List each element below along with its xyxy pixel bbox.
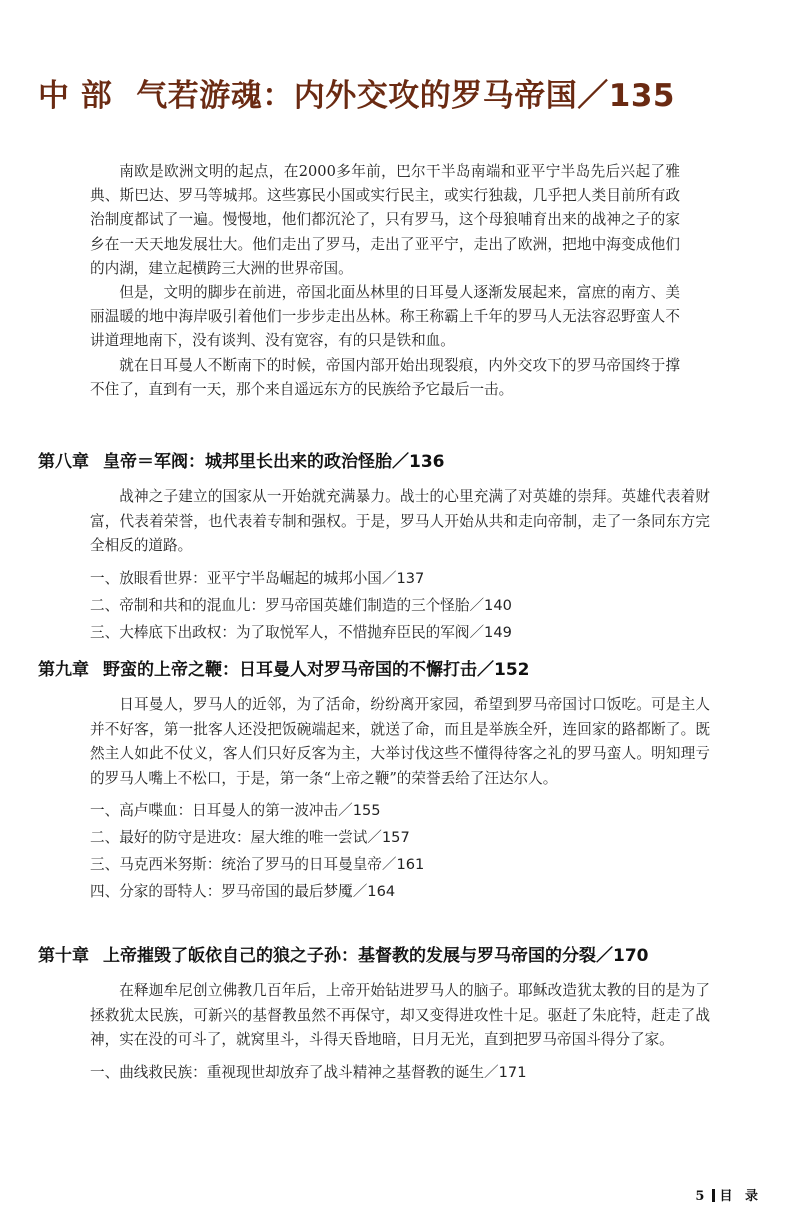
chapter-page: ／136 xyxy=(392,452,445,472)
page-number: 5 xyxy=(695,1189,705,1204)
chapter-heading[interactable] xyxy=(38,941,768,971)
section-item[interactable]: 二、帝制和共和的混血儿：罗马帝国英雄们制造的三个怪胎／140 xyxy=(90,596,512,614)
part-page: ／135 xyxy=(577,78,676,114)
chapter-description: 日耳曼人，罗马人的近邻，为了活命，纷纷离开家园，希望到罗马帝国讨口饭吃。可是主人并不好客，第一批客人还没把饭碗端起来，就送了命，而且是举族全歼，连回家的路都断了。既然主人如此不仗义，客人们只好反客为主，大举讨伐这些不懂得待客之礼的罗马蛮人。明知理亏的罗马人嘴上不松口，于是，第一条“上帝之鞭”的荣誉丢给了汪达尔人。 xyxy=(90,696,710,787)
chapter-heading[interactable] xyxy=(38,655,768,685)
part-title-text: 气若游魂：内外交攻的罗马帝国 xyxy=(136,78,578,114)
chapter-title: 上帝摧毁了皈依自己的狼之子孙：基督教的发展与罗马帝国的分裂 xyxy=(103,946,596,966)
intro-paragraph: 南欧是欧洲文明的起点，在2000多年前，巴尔干半岛南端和亚平宁半岛先后兴起了雅典、斯巴达、罗马等城邦。这些寡民小国或实行民主，或实行独裁，几乎把人类目前所有政治制度都试了一遍。慢慢地，他们都沉沦了，只有罗马，这个母狼哺育出来的战神之子的家乡在一天天地发展壮大。他们走出了罗马，走出了亚平宁，走出了欧洲，把地中海变成他们的内湖，建立起横跨三大洲的世界帝国。 xyxy=(90,163,680,277)
section-item[interactable]: 二、最好的防守是进攻：屋大维的唯一尝试／157 xyxy=(90,829,410,846)
section-item[interactable]: 一、曲线救民族：重视现世却放弃了战斗精神之基督教的诞生／171 xyxy=(90,1063,527,1081)
part-title xyxy=(38,70,778,115)
section-item[interactable]: 一、高卢喋血：日耳曼人的第一波冲击／155 xyxy=(90,802,381,819)
chapter-10 xyxy=(38,941,768,1086)
part-intro xyxy=(90,160,680,402)
section-list xyxy=(90,1059,768,1086)
chapter-description: 在释迦牟尼创立佛教几百年后，上帝开始钻进罗马人的脑子。耶稣改造犹太教的目的是为了拯救犹太民族，可新兴的基督教虽然不再保守，却又变得进攻性十足。驱赶了朱庇特，赶走了战神，实在没的可斗了，就窝里斗，斗得天昏地暗，日月无光，直到把罗马帝国斗得分了家。 xyxy=(90,982,710,1048)
section-item[interactable]: 一、放眼看世界：亚平宁半岛崛起的城邦小国／137 xyxy=(90,569,425,587)
chapter-9 xyxy=(38,655,768,905)
chapter-8 xyxy=(38,447,768,646)
chapter-title: 皇帝＝军阀：城邦里长出来的政治怪胎 xyxy=(103,452,392,472)
chapter-number: 第十章 xyxy=(38,946,89,966)
part-label: 中 部 xyxy=(38,78,113,114)
section-item[interactable]: 四、分家的哥特人：罗马帝国的最后梦魇／164 xyxy=(90,883,396,900)
section-list xyxy=(90,565,768,646)
section-item[interactable]: 三、大棒底下出政权：为了取悦军人，不惜抛弃臣民的军阀／149 xyxy=(90,623,512,641)
footer-divider xyxy=(712,1189,715,1202)
page-footer xyxy=(695,1185,762,1204)
chapter-page: ／170 xyxy=(596,946,649,966)
chapter-heading[interactable] xyxy=(38,447,768,477)
footer-label: 目 录 xyxy=(719,1189,762,1204)
chapter-number: 第九章 xyxy=(38,660,89,680)
chapter-title: 野蛮的上帝之鞭：日耳曼人对罗马帝国的不懈打击 xyxy=(103,660,477,680)
chapter-description: 战神之子建立的国家从一开始就充满暴力。战士的心里充满了对英雄的崇拜。英雄代表着财富，代表着荣誉，也代表着专制和强权。于是，罗马人开始从共和走向帝制，走了一条同东方完全相反的道路。 xyxy=(90,488,710,554)
intro-paragraph: 但是，文明的脚步在前进，帝国北面丛林里的日耳曼人逐渐发展起来，富庶的南方、美丽温暖的地中海岸吸引着他们一步步走出丛林。称王称霸上千年的罗马人无法容忍野蛮人不讲道理地南下，没有谈判、没有宽容，有的只是铁和血。 xyxy=(90,284,680,350)
section-list xyxy=(90,797,768,905)
intro-paragraph: 就在日耳曼人不断南下的时候，帝国内部开始出现裂痕，内外交攻下的罗马帝国终于撑不住了，直到有一天，那个来自遥远东方的民族给予它最后一击。 xyxy=(90,356,680,398)
chapter-number: 第八章 xyxy=(38,452,89,472)
section-item[interactable]: 三、马克西米努斯：统治了罗马的日耳曼皇帝／161 xyxy=(90,856,425,873)
chapter-page: ／152 xyxy=(477,660,530,680)
